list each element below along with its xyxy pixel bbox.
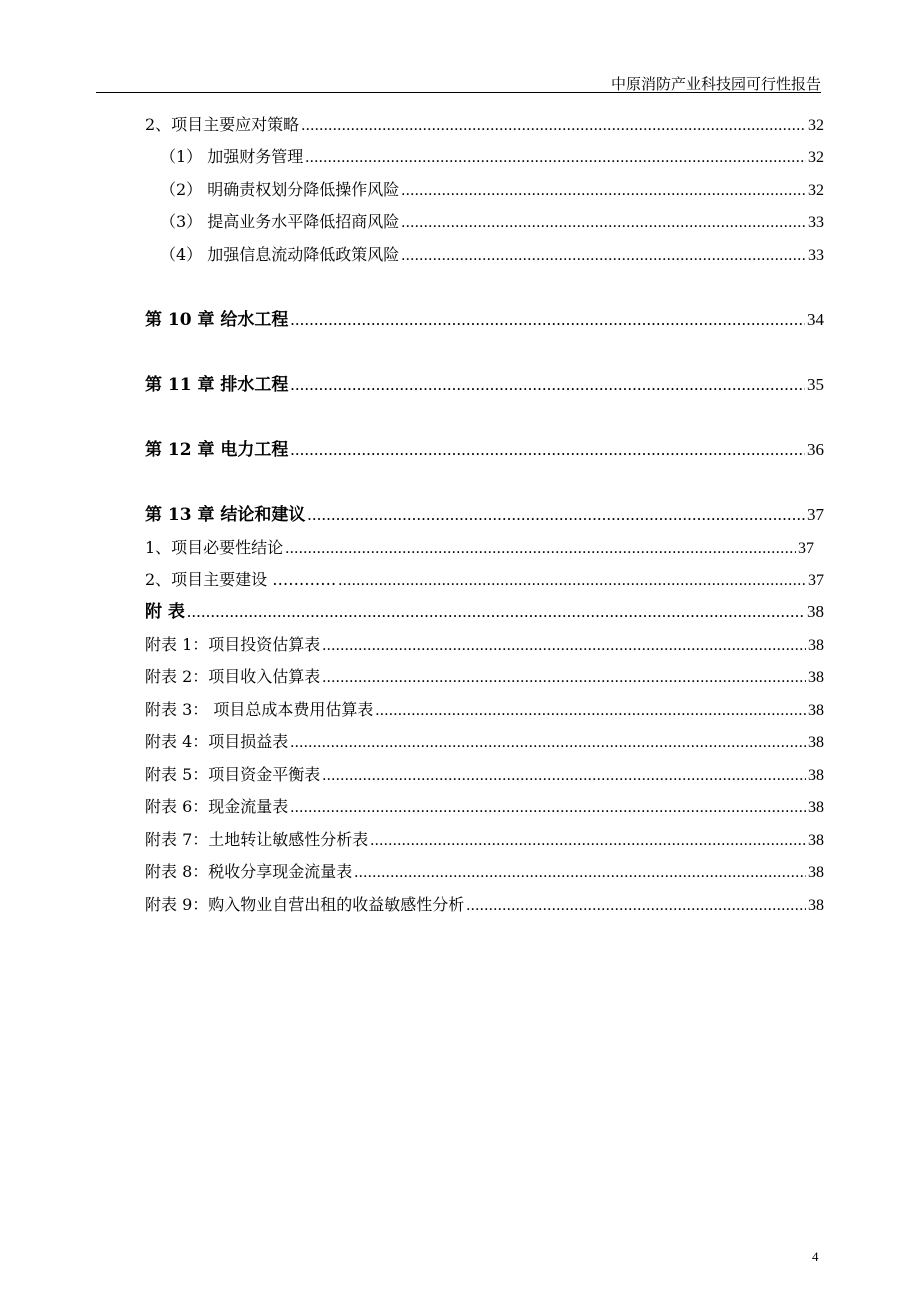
toc-leader-dots bbox=[375, 700, 806, 722]
toc-entry-page: 32 bbox=[808, 117, 824, 134]
toc-chapter-entry[interactable] bbox=[145, 504, 824, 526]
toc-entry-label: 2、项目主要建设 ………… bbox=[145, 570, 337, 589]
toc-entry-label: 附表 5：项目资金平衡表 bbox=[145, 765, 321, 784]
toc-chapter-entry[interactable] bbox=[145, 309, 824, 331]
toc-entry[interactable] bbox=[145, 537, 814, 560]
toc-entry[interactable] bbox=[145, 731, 824, 754]
toc-leader-dots bbox=[322, 635, 806, 657]
toc-entry-label: （3） 提高业务水平降低招商风险 bbox=[160, 212, 400, 231]
toc-leader-dots bbox=[322, 765, 806, 787]
toc-entry-label: 附表 4：项目损益表 bbox=[145, 732, 289, 751]
toc-leader-dots bbox=[307, 504, 805, 526]
toc-entry-page: 38 bbox=[808, 669, 824, 686]
toc-entry[interactable] bbox=[160, 244, 824, 267]
toc-leader-dots bbox=[401, 180, 806, 202]
toc-leader-dots bbox=[290, 374, 805, 396]
toc-entry-label: 附表 7：土地转让敏感性分析表 bbox=[145, 830, 369, 849]
toc-entry-page: 32 bbox=[808, 149, 824, 166]
toc-entry-page: 35 bbox=[807, 375, 824, 394]
toc-entry[interactable] bbox=[145, 569, 824, 592]
toc-entry-page: 37 bbox=[798, 540, 814, 557]
toc-entry-label: 2、项目主要应对策略 bbox=[145, 115, 300, 134]
toc-entry-page: 33 bbox=[808, 247, 824, 264]
toc-entry-label: （4） 加强信息流动降低政策风险 bbox=[160, 245, 400, 264]
toc-entry[interactable] bbox=[160, 211, 824, 234]
toc-entry-label: 附表 9：购入物业自营出租的收益敏感性分析 bbox=[145, 895, 465, 914]
toc-leader-dots bbox=[290, 439, 805, 461]
toc-entry-label: 附表 3： 项目总成本费用估算表 bbox=[145, 700, 374, 719]
toc-leader-dots bbox=[301, 115, 806, 137]
toc-entry-page: 32 bbox=[808, 182, 824, 199]
toc-leader-dots bbox=[290, 797, 806, 819]
toc-leader-dots bbox=[338, 570, 806, 592]
toc-leader-dots bbox=[290, 732, 806, 754]
toc-chapter-entry[interactable] bbox=[145, 374, 824, 396]
toc-entry[interactable] bbox=[160, 179, 824, 202]
toc-entry-page: 37 bbox=[808, 572, 824, 589]
toc-entry-page: 33 bbox=[808, 214, 824, 231]
toc-entry-label: （2） 明确责权划分降低操作风险 bbox=[160, 180, 400, 199]
toc-entry-label: 第 10 章 给水工程 bbox=[145, 310, 289, 330]
toc-leader-dots bbox=[187, 601, 805, 623]
toc-entry-page: 36 bbox=[807, 440, 824, 459]
toc-entry[interactable] bbox=[145, 796, 824, 819]
toc-leader-dots bbox=[401, 212, 806, 234]
toc-entry-label: 第 11 章 排水工程 bbox=[145, 375, 289, 395]
toc-entry-page: 38 bbox=[808, 637, 824, 654]
toc-chapter-entry[interactable] bbox=[145, 439, 824, 461]
toc-entry[interactable] bbox=[145, 699, 824, 722]
toc-entry[interactable] bbox=[145, 764, 824, 787]
toc-entry-label: 附表 6：现金流量表 bbox=[145, 797, 289, 816]
toc-entry-page: 38 bbox=[808, 832, 824, 849]
toc-leader-dots bbox=[322, 667, 806, 689]
toc-entry[interactable] bbox=[145, 861, 824, 884]
toc-leader-dots bbox=[466, 895, 806, 917]
toc-entry-label: 附表 8：税收分享现金流量表 bbox=[145, 862, 353, 881]
toc-entry[interactable] bbox=[160, 146, 824, 169]
toc-leader-dots bbox=[354, 862, 806, 884]
toc-leader-dots bbox=[290, 309, 805, 331]
toc-entry-label: 附表 2：项目收入估算表 bbox=[145, 667, 321, 686]
toc-entry-page: 38 bbox=[808, 799, 824, 816]
toc-entry-label: 第 12 章 电力工程 bbox=[145, 440, 289, 460]
toc-leader-dots bbox=[370, 830, 806, 852]
toc-entry-label: （1） 加强财务管理 bbox=[160, 147, 304, 166]
header-title: 中原消防产业科技园可行性报告 bbox=[610, 75, 821, 93]
toc-entry-label: 第 13 章 结论和建议 bbox=[145, 505, 306, 525]
toc-entry[interactable] bbox=[145, 829, 824, 852]
toc-entry[interactable] bbox=[145, 666, 824, 689]
toc-entry-label: 附表 1：项目投资估算表 bbox=[145, 635, 321, 654]
toc-entry-page: 38 bbox=[808, 897, 824, 914]
toc-leader-dots bbox=[285, 538, 796, 560]
toc-entry-label: 1、项目必要性结论 bbox=[145, 538, 284, 557]
toc-entry-page: 34 bbox=[807, 310, 824, 329]
toc-entry-label: 附 表 bbox=[145, 602, 185, 622]
toc-entry-page: 38 bbox=[808, 864, 824, 881]
toc-entry[interactable] bbox=[145, 114, 824, 137]
toc-entry[interactable] bbox=[145, 634, 824, 657]
toc-leader-dots bbox=[401, 245, 806, 267]
toc-leader-dots bbox=[305, 147, 806, 169]
page-number: 4 bbox=[812, 1249, 819, 1264]
toc-entry-page: 38 bbox=[808, 702, 824, 719]
toc-entry-page: 37 bbox=[807, 505, 824, 524]
toc-entry-page: 38 bbox=[808, 734, 824, 751]
toc-entry-page: 38 bbox=[807, 602, 824, 621]
toc-appendix-entry[interactable] bbox=[145, 601, 824, 623]
toc-entry-page: 38 bbox=[808, 767, 824, 784]
toc-entry[interactable] bbox=[145, 894, 824, 917]
